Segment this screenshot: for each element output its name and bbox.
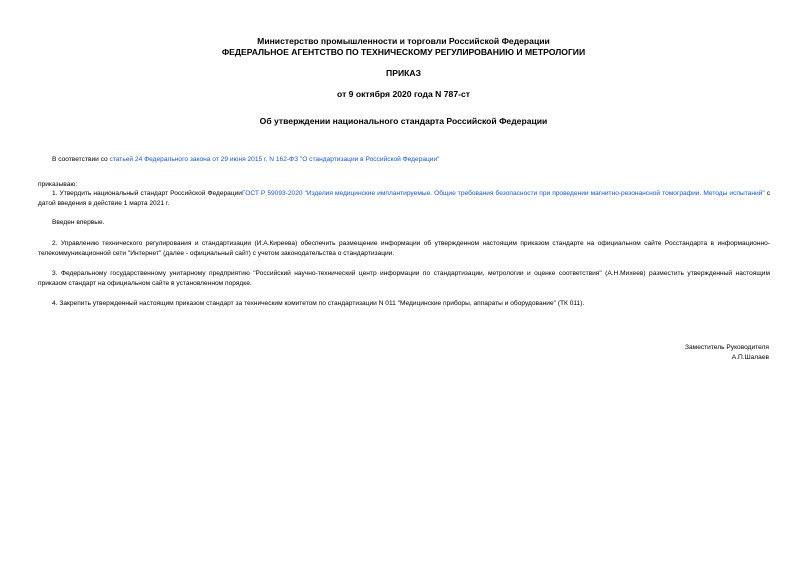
item-1-paragraph (38, 189, 770, 208)
signatory-title: Заместитель Руководителя (685, 344, 769, 351)
agency-name: ФЕДЕРАЛЬНОЕ АГЕНТСТВО ПО ТЕХНИЧЕСКОМУ РЕГУЛИРОВАНИЮ И МЕТРОЛОГИИ (221, 47, 586, 57)
basis-prefix: В соответствии со (52, 156, 110, 163)
ministry-name: Министерство промышленности и торговли Российской Федерации (257, 36, 550, 46)
document-type: ПРИКАЗ (386, 68, 421, 78)
orders-paragraph: приказываю: (38, 181, 78, 188)
document-date-number: от 9 октября 2020 года N 787-ст (337, 89, 470, 99)
basis-paragraph (38, 155, 770, 165)
introduced-note: Введен впервые. (52, 219, 105, 226)
item-2-paragraph: 2. Управлению технического регулирования и стандартизации (И.А.Киреева) обеспечить размещение информации об утвержденном настоящим приказом стандарте на официальном сайте Росстандарта в информационно-телекоммуникационной сети "Интернет" (далее - официальный сайт) с учетом законодательства о стандартизации. (38, 240, 770, 257)
item-1-suffix: с датой введения в действие 1 марта 2021 г. (38, 190, 770, 207)
gost-standard-link[interactable]: ГОСТ Р 59093-2020 "Изделия медицинские имплантируемые. Общие требования безопасности при проведении магнитно-резонансной томографии. Методы испытаний" (242, 190, 765, 197)
federal-law-link[interactable]: статьей 24 Федерального закона от 29 июня 2015 г. N 162-ФЗ "О стандартизации в Российской Федерации" (109, 156, 440, 163)
item-4-paragraph: 4. Закрепить утвержденный настоящим приказом стандарт за техническим комитетом по стандартизации N 011 "Медицинские приборы, аппараты и оборудование" (ТК 011). (52, 300, 585, 307)
document-subject: Об утверждении национального стандарта Российской Федерации (259, 116, 548, 126)
item-1-prefix: 1. Утвердить национальный стандарт Российской Федерации (52, 190, 242, 197)
signatory-name: А.П.Шалаев (731, 354, 769, 361)
item-3-paragraph: 3. Федеральному государственному унитарному предприятию "Российский научно-технический центр информации по стандартизации, метрологии и оценке соответствия" (А.Н.Михеев) разместить утвержденный настоящим приказом стандарт на официальном сайте в установленном порядке. (38, 270, 770, 287)
